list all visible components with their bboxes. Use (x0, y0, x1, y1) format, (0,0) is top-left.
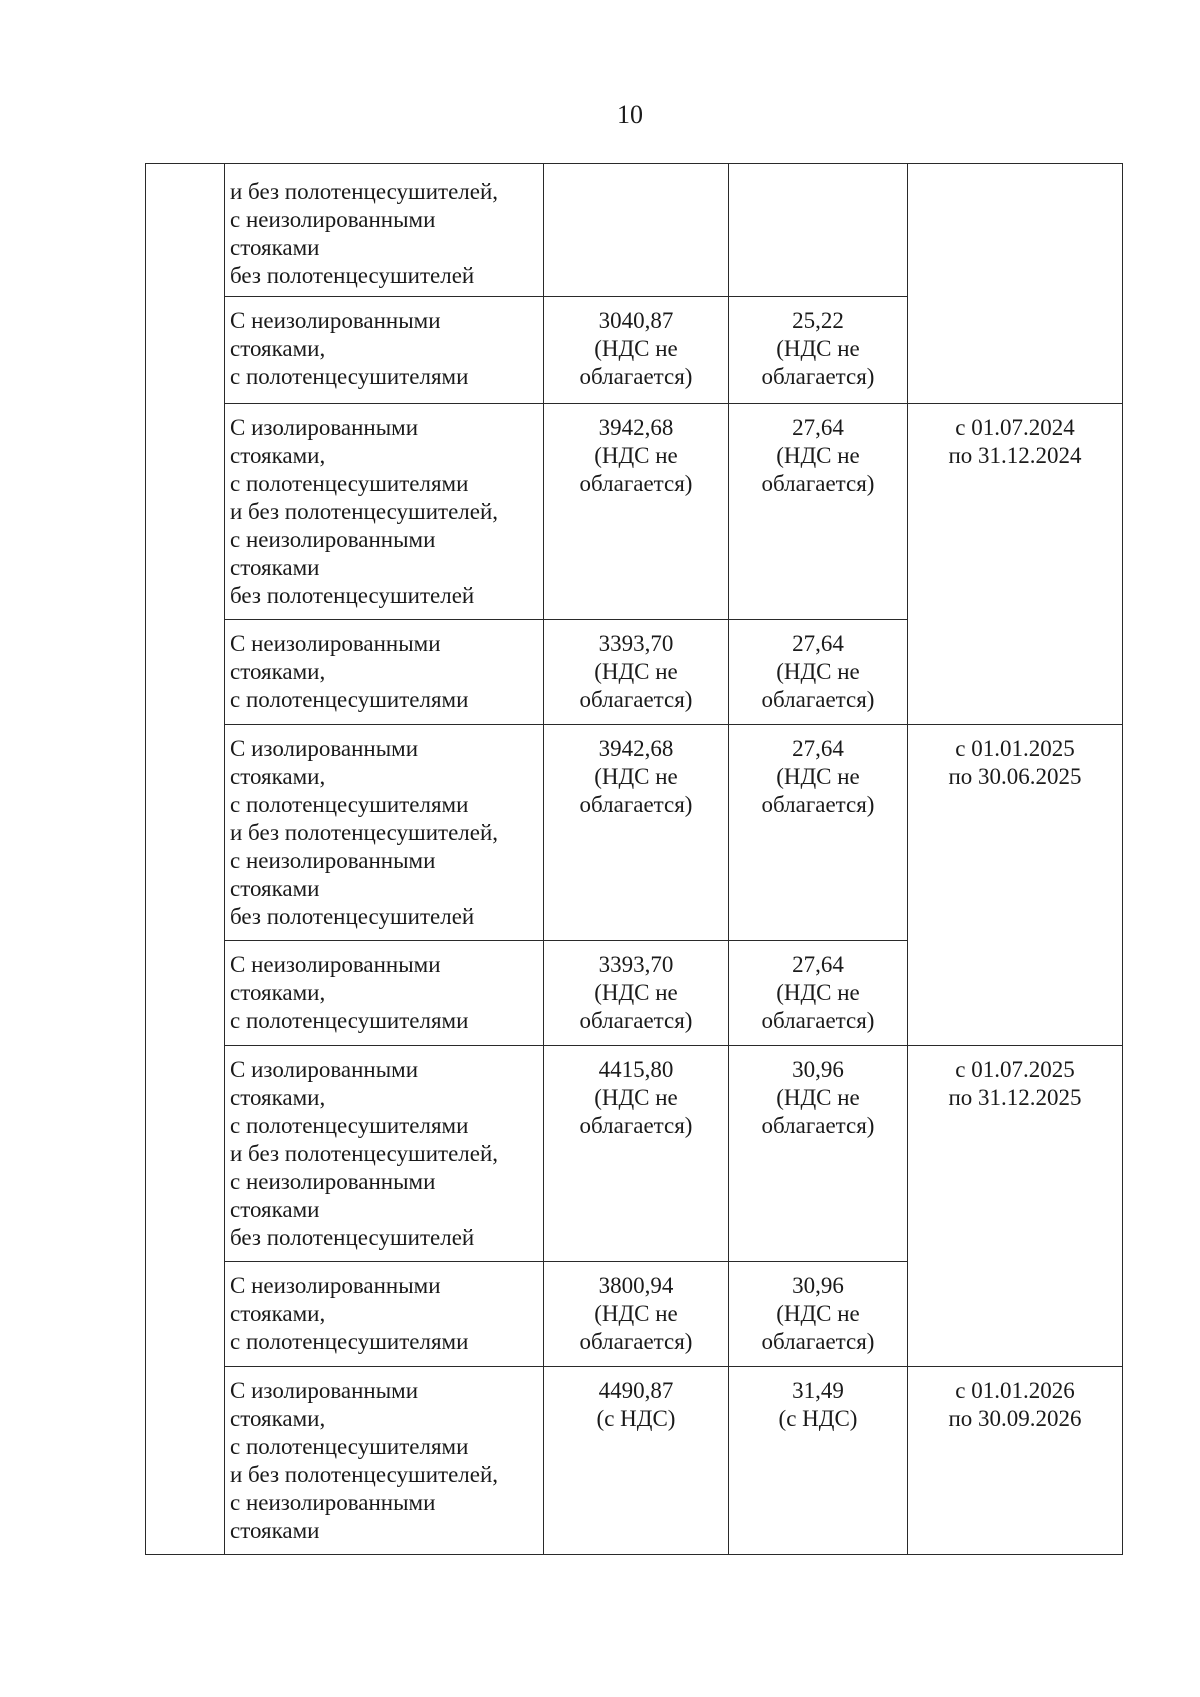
tariff-value-cell (544, 1367, 729, 1555)
tariff-value-cell (544, 164, 729, 297)
tariff-per-unit-cell (729, 1367, 908, 1555)
description-text: С неизолированными стояками, с полотенцесушителями (230, 308, 469, 389)
tariff-per-unit-value: 25,22 (НДС не облагается) (761, 308, 875, 389)
tariff-per-unit-cell (729, 297, 908, 404)
period-text: с 01.01.2025 по 30.06.2025 (948, 736, 1082, 789)
description-cell (225, 404, 544, 620)
tariff-per-unit-value: 27,64 (НДС не облагается) (761, 415, 875, 496)
tariff-value (544, 164, 728, 178)
description-text: С изолированными стояками, с полотенцесушителями и без полотенцесушителей, с неизолированными стояками (230, 1378, 499, 1543)
tariff-value: 4415,80 (НДС не облагается) (579, 1057, 693, 1138)
description-text: С изолированными стояками, с полотенцесушителями и без полотенцесушителей, с неизолированными стояками без полотенцесушителей (230, 415, 499, 608)
period-cell (908, 164, 1123, 404)
period-text: с 01.07.2025 по 31.12.2025 (948, 1057, 1082, 1110)
tariff-per-unit-cell (729, 620, 908, 725)
period-text: с 01.01.2026 по 30.09.2026 (948, 1378, 1082, 1431)
tariff-per-unit-value: 30,96 (НДС не облагается) (761, 1273, 875, 1354)
description-text: С неизолированными стояками, с полотенцесушителями (230, 1273, 469, 1354)
tariff-value: 3393,70 (НДС не облагается) (579, 952, 693, 1033)
description-text: С изолированными стояками, с полотенцесушителями и без полотенцесушителей, с неизолированными стояками без полотенцесушителей (230, 736, 499, 929)
description-text: С изолированными стояками, с полотенцесушителями и без полотенцесушителей, с неизолированными стояками без полотенцесушителей (230, 1057, 499, 1250)
tariff-per-unit-cell (729, 1046, 908, 1262)
period-text: с 01.07.2024 по 31.12.2024 (948, 415, 1082, 468)
tariff-per-unit-value: 30,96 (НДС не облагается) (761, 1057, 875, 1138)
tariff-per-unit-value (729, 164, 907, 178)
description-cell (225, 297, 544, 404)
period-cell (908, 404, 1123, 725)
tariff-per-unit-value: 31,49 (с НДС) (778, 1378, 858, 1431)
table-row (146, 404, 1123, 620)
description-text: С неизолированными стояками, с полотенцесушителями (230, 952, 469, 1033)
tariff-table (145, 163, 1123, 1555)
tariff-value-cell (544, 1046, 729, 1262)
tariff-per-unit-cell (729, 725, 908, 941)
period-cell (908, 1046, 1123, 1367)
table-row (146, 1046, 1123, 1262)
period-cell (908, 725, 1123, 1046)
tariff-per-unit-cell (729, 1262, 908, 1367)
tariff-per-unit-value: 27,64 (НДС не облагается) (761, 736, 875, 817)
tariff-value-cell (544, 725, 729, 941)
tariff-value: 3942,68 (НДС не облагается) (579, 415, 693, 496)
page-number: 10 (617, 100, 643, 129)
table-row (146, 164, 1123, 297)
description-cell (225, 725, 544, 941)
tariff-value: 3942,68 (НДС не облагается) (579, 736, 693, 817)
row-number-cell (146, 164, 225, 1555)
tariff-per-unit-cell (729, 941, 908, 1046)
tariff-value-cell (544, 620, 729, 725)
tariff-per-unit-value: 27,64 (НДС не облагается) (761, 952, 875, 1033)
table-row (146, 1367, 1123, 1555)
description-cell (225, 1367, 544, 1555)
description-text: С неизолированными стояками, с полотенцесушителями (230, 631, 469, 712)
description-cell (225, 941, 544, 1046)
tariff-value: 3393,70 (НДС не облагается) (579, 631, 693, 712)
period-cell (908, 1367, 1123, 1555)
description-cell (225, 620, 544, 725)
description-cell (225, 164, 544, 297)
tariff-per-unit-cell (729, 404, 908, 620)
tariff-value-cell (544, 1262, 729, 1367)
tariff-value-cell (544, 297, 729, 404)
description-cell (225, 1262, 544, 1367)
table-row (146, 725, 1123, 941)
tariff-value: 4490,87 (с НДС) (596, 1378, 676, 1431)
description-text: и без полотенцесушителей, с неизолированными стояками без полотенцесушителей (230, 179, 499, 288)
tariff-per-unit-value: 27,64 (НДС не облагается) (761, 631, 875, 712)
description-cell (225, 1046, 544, 1262)
tariff-value-cell (544, 404, 729, 620)
tariff-value-cell (544, 941, 729, 1046)
tariff-per-unit-cell (729, 164, 908, 297)
tariff-value: 3040,87 (НДС не облагается) (579, 308, 693, 389)
period-text (908, 164, 1122, 178)
tariff-value: 3800,94 (НДС не облагается) (579, 1273, 693, 1354)
